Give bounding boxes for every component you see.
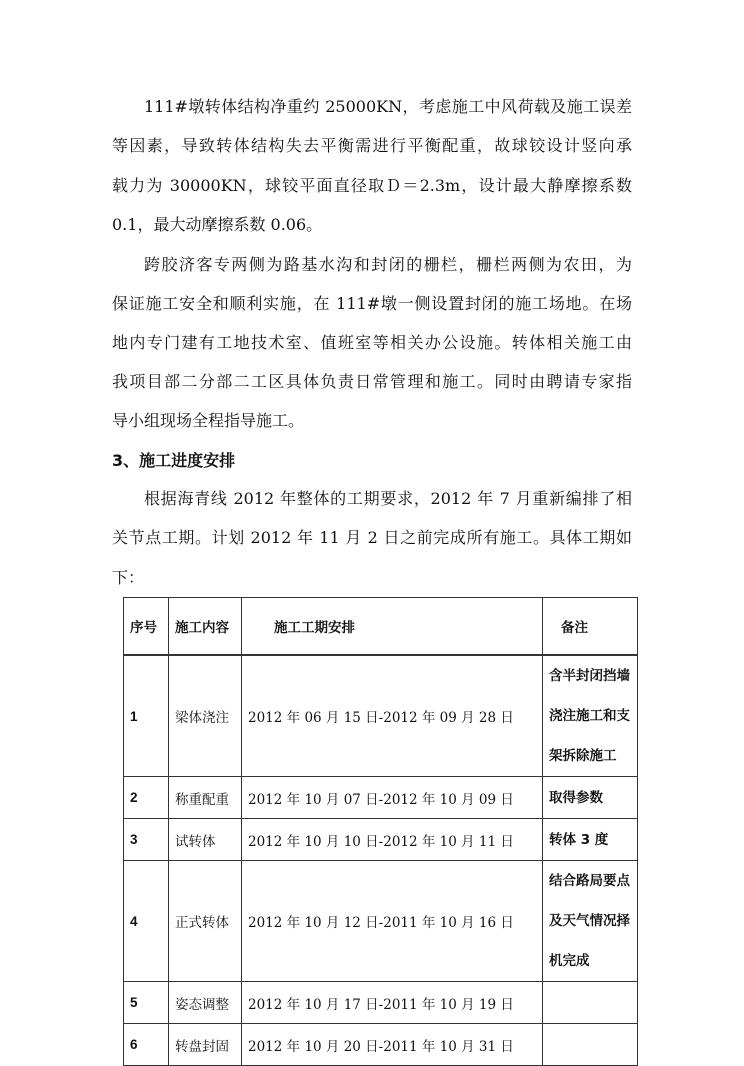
cell-no: 4 — [124, 861, 169, 982]
table-row — [124, 777, 638, 819]
cell-period: 2012 年 10 月 20 日-2011 年 10 月 31 日 — [242, 1024, 543, 1066]
header-no: 序号 — [124, 598, 169, 656]
cell-content: 试转体 — [169, 819, 242, 861]
text-line: 111#墩转体结构净重约 25000KN，考虑施工中风荷载及施工误差 — [144, 97, 632, 116]
cell-no: 5 — [124, 982, 169, 1024]
text-line: 关节点工期。计划 2012 年 11 月 2 日之前完成所有施工。具体工期如 — [112, 528, 632, 547]
text-line: 等因素，导致转体结构失去平衡需进行平衡配重，故球铰设计竖向承 — [112, 136, 632, 155]
text-line: 0.1，最大动摩擦系数 0.06。 — [112, 215, 323, 234]
cell-content: 称重配重 — [169, 777, 242, 819]
cell-content: 正式转体 — [169, 861, 242, 982]
text-line: 载力为 30000KN，球铰平面直径取Ｄ＝2.3m，设计最大静摩擦系数 — [112, 176, 632, 195]
section-heading: 3、施工进度安排 — [112, 451, 236, 470]
header-note: 备注 — [543, 598, 638, 656]
text-line: 跨胶济客专两侧为路基水沟和封闭的栅栏，栅栏两侧为农田，为 — [144, 255, 632, 274]
table-row — [124, 1024, 638, 1066]
cell-no: 3 — [124, 819, 169, 861]
text-line: 保证施工安全和顺利实施，在 111#墩一侧设置封闭的施工场地。在场 — [112, 294, 632, 313]
text-line: 根据海青线 2012 年整体的工期要求，2012 年 7 月重新编排了相 — [144, 489, 632, 508]
cell-content: 姿态调整 — [169, 982, 242, 1024]
cell-period: 2012 年 10 月 07 日-2012 年 10 月 09 日 — [242, 777, 543, 819]
cell-content: 梁体浇注 — [169, 655, 242, 777]
header-content: 施工内容 — [169, 598, 242, 656]
table-row — [124, 819, 638, 861]
cell-note: 含半封闭挡墙浇注施工和支架拆除施工 — [543, 655, 638, 777]
header-period: 施工工期安排 — [242, 598, 543, 656]
table-row — [124, 861, 638, 982]
cell-note: 取得参数 — [543, 777, 638, 819]
cell-period: 2012 年 10 月 17 日-2011 年 10 月 19 日 — [242, 982, 543, 1024]
table-row — [124, 982, 638, 1024]
text-line: 下： — [112, 568, 145, 587]
text-line: 地内专门建有工地技术室、值班室等相关办公设施。转体相关施工由 — [112, 333, 632, 352]
cell-period: 2012 年 06 月 15 日-2012 年 09 月 28 日 — [242, 655, 543, 777]
cell-no: 1 — [124, 655, 169, 777]
table-row — [124, 655, 638, 777]
cell-content: 转盘封固 — [169, 1024, 242, 1066]
cell-no: 2 — [124, 777, 169, 819]
cell-note — [543, 982, 638, 1024]
cell-note: 转体 3 度 — [543, 819, 638, 861]
cell-period: 2012 年 10 月 10 日-2012 年 10 月 11 日 — [242, 819, 543, 861]
table-header-row — [124, 598, 638, 656]
text-line: 我项目部二分部二工区具体负责日常管理和施工。同时由聘请专家指 — [112, 372, 632, 391]
cell-note — [543, 1024, 638, 1066]
cell-no: 6 — [124, 1024, 169, 1066]
cell-period: 2012 年 10 月 12 日-2011 年 10 月 16 日 — [242, 861, 543, 982]
text-line: 导小组现场全程指导施工。 — [112, 411, 305, 430]
schedule-table — [123, 597, 638, 1066]
cell-note: 结合路局要点及天气情况择机完成 — [543, 861, 638, 982]
